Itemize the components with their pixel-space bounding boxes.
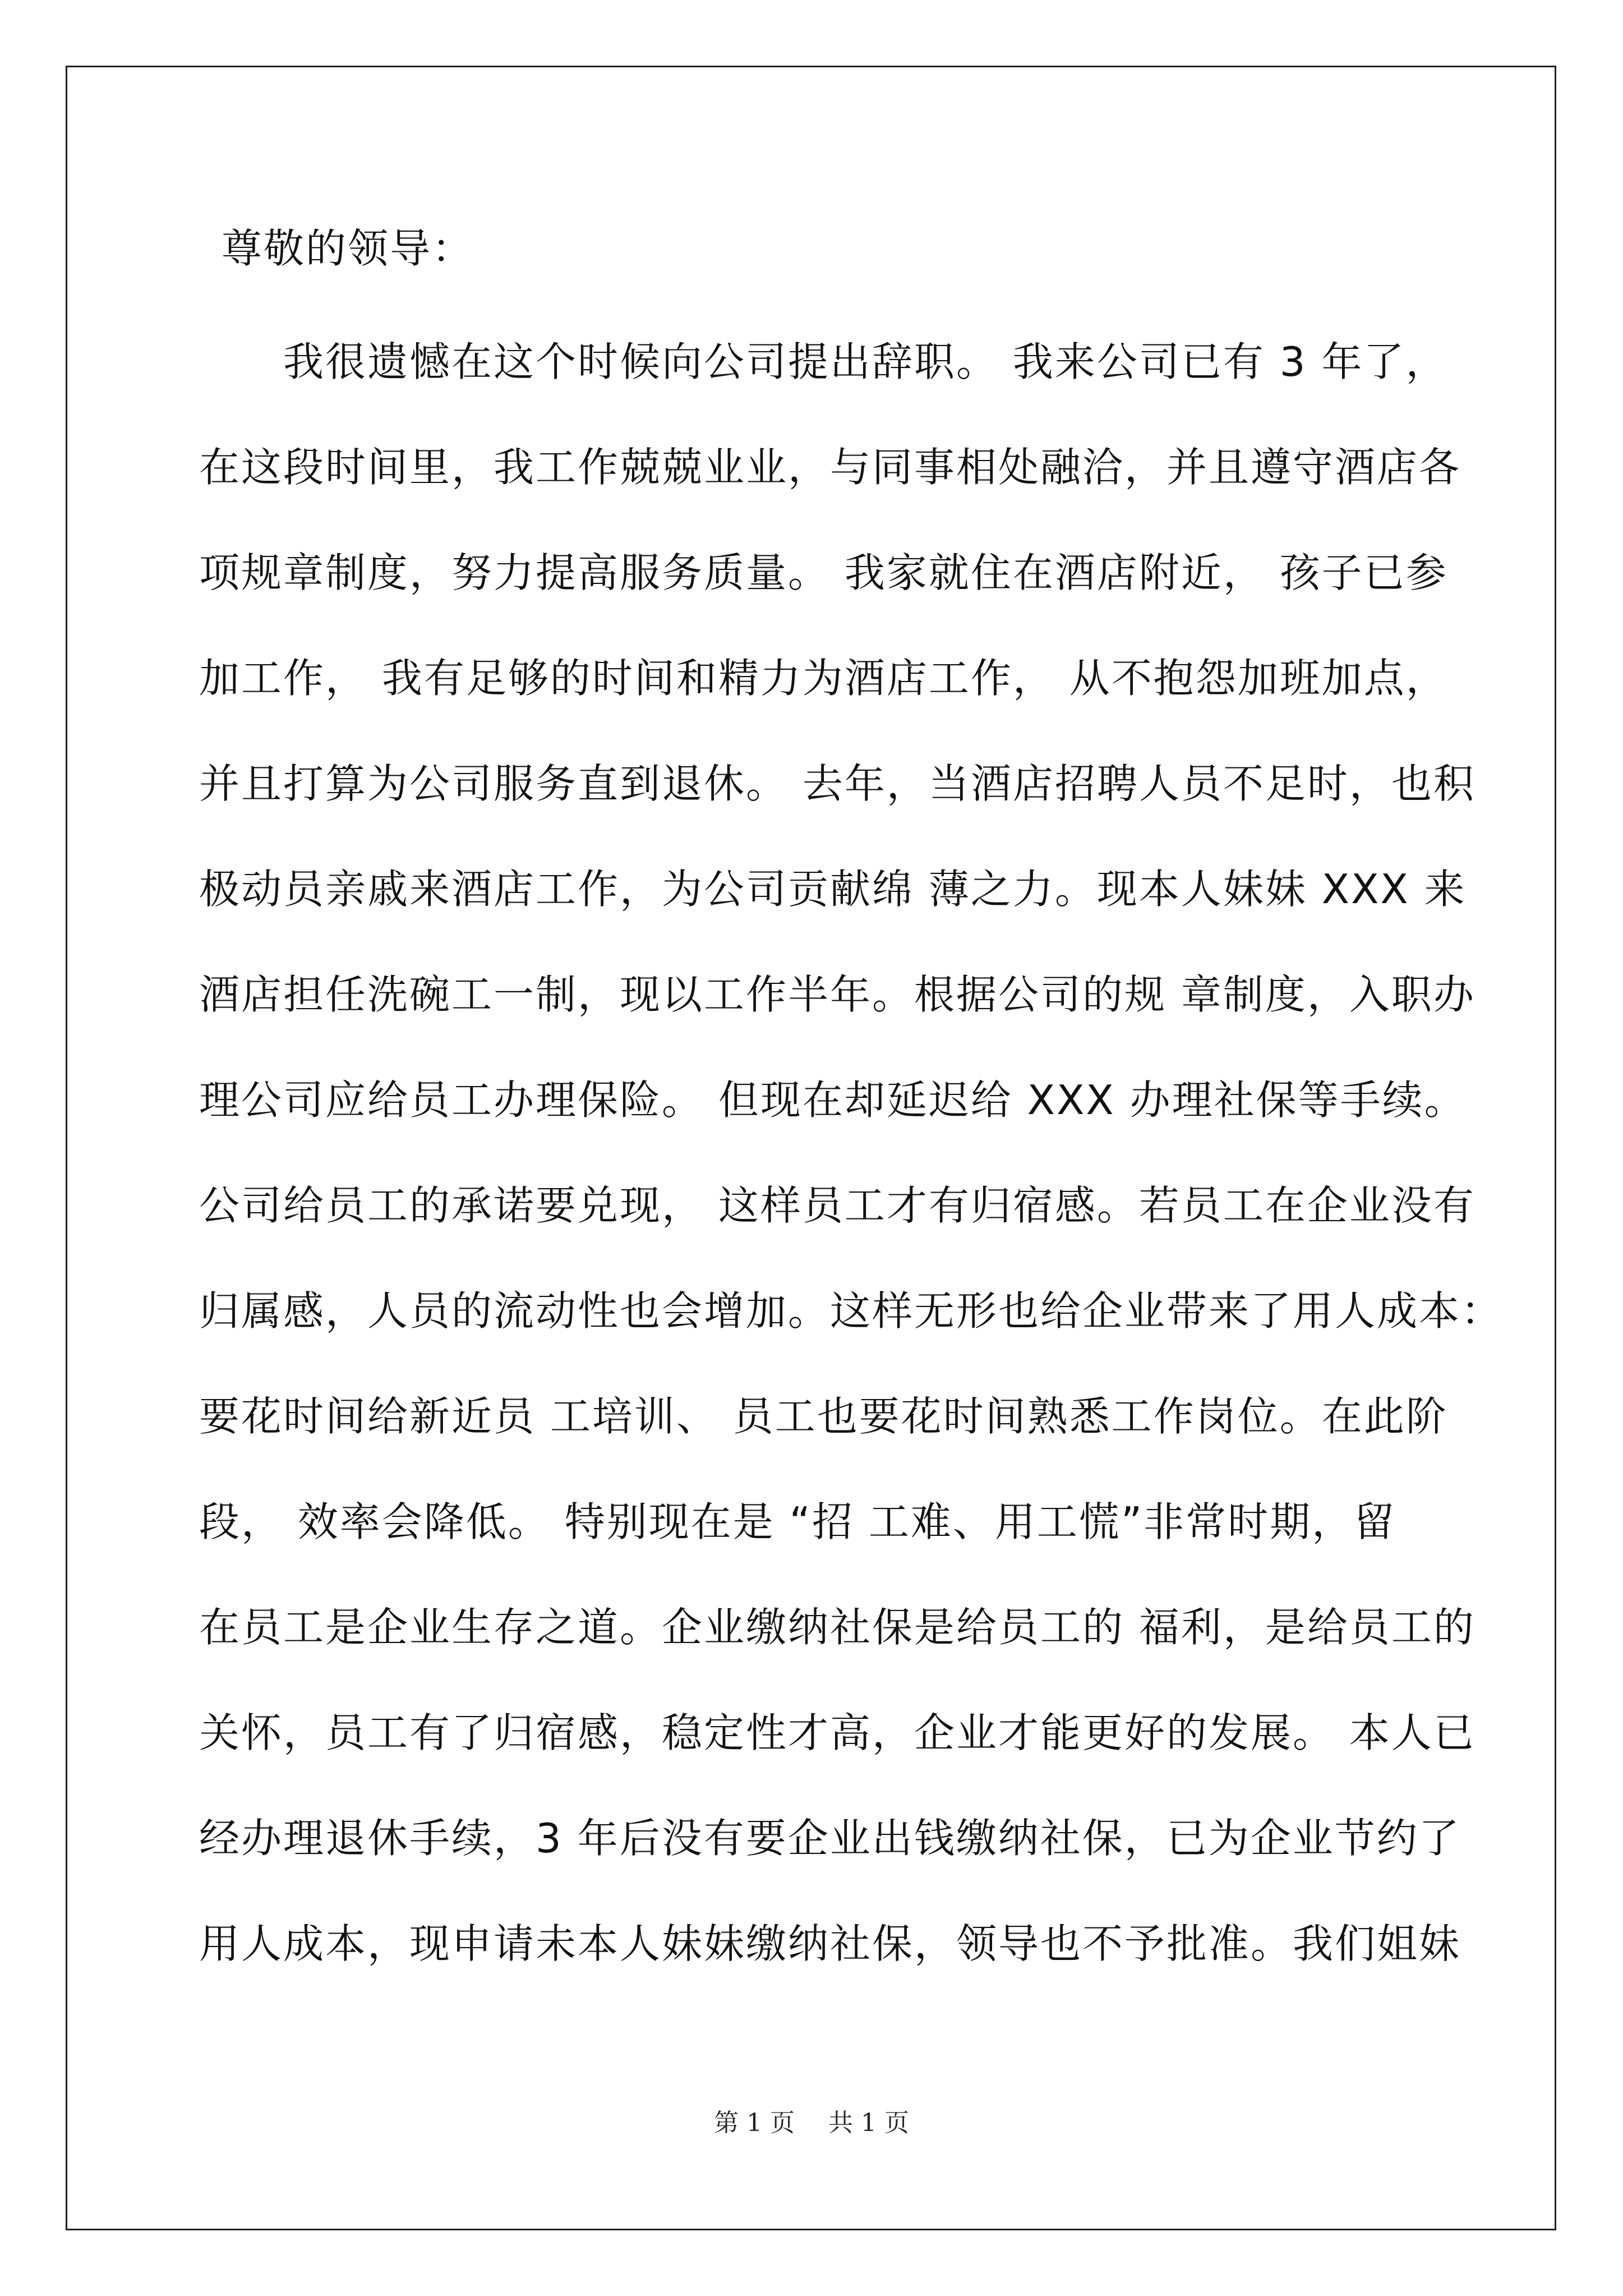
body-line-14: 关怀，员工有了归宿感，稳定性才高，企业才能更好的发展。 本人已 xyxy=(199,1709,1476,1756)
body-line-13: 在员工是企业生存之道。企业缴纳社保是给员工的 福利，是给员工的 xyxy=(199,1604,1476,1651)
body-line-1: 我很遗憾在这个时候向公司提出辞职。 我来公司已有 3 年了， xyxy=(199,338,1448,385)
page-total: 共 1 页 xyxy=(828,2109,909,2137)
page-footer xyxy=(0,2106,1623,2140)
salutation: 尊敬的领导： xyxy=(222,225,474,272)
body-line-8: 理公司应给员工办理保险。 但现在却延迟给 XXX 办理社保等手续。 xyxy=(199,1076,1467,1124)
body-line-15: 经办理退休手续，3 年后没有要企业出钱缴纳社保，已为企业节约了 xyxy=(199,1815,1461,1862)
body-line-9: 公司给员工的承诺要兑现， 这样员工才有归宿感。若员工在企业没有 xyxy=(199,1182,1476,1229)
body-line-5: 并且打算为公司服务直到退休。 去年，当酒店招聘人员不足时，也积 xyxy=(199,760,1476,807)
body-line-11: 要花时间给新近员 工培训、 员工也要花时间熟悉工作岗位。在此阶 xyxy=(199,1393,1448,1440)
body-line-10: 归属感，人员的流动性也会增加。这样无形也给企业带来了用人成本： xyxy=(199,1287,1504,1335)
body-line-16: 用人成本，现申请未本人妹妹缴纳社保，领导也不予批准。我们姐妹 xyxy=(199,1920,1461,1967)
body-line-3: 项规章制度，努力提高服务质量。 我家就住在酒店附近， 孩子已参 xyxy=(199,549,1448,596)
body-line-12: 段， 效率会降低。 特别现在是 “招 工难、用工慌”非常时期，留 xyxy=(199,1498,1396,1545)
body-line-6: 极动员亲戚来酒店工作，为公司贡献绵 薄之力。现本人妹妹 XXX 来 xyxy=(199,866,1467,913)
body-line-4: 加工作， 我有足够的时间和精力为酒店工作， 从不抱怨加班加点， xyxy=(199,655,1448,702)
page-border xyxy=(66,66,1556,2230)
page-number: 第 1 页 xyxy=(714,2109,795,2137)
body-line-2: 在这段时间里，我工作兢兢业业，与同事相处融洽，并且遵守酒店各 xyxy=(199,444,1461,491)
body-line-7: 酒店担任洗碗工一制，现以工作半年。根据公司的规 章制度，入职办 xyxy=(199,971,1476,1018)
